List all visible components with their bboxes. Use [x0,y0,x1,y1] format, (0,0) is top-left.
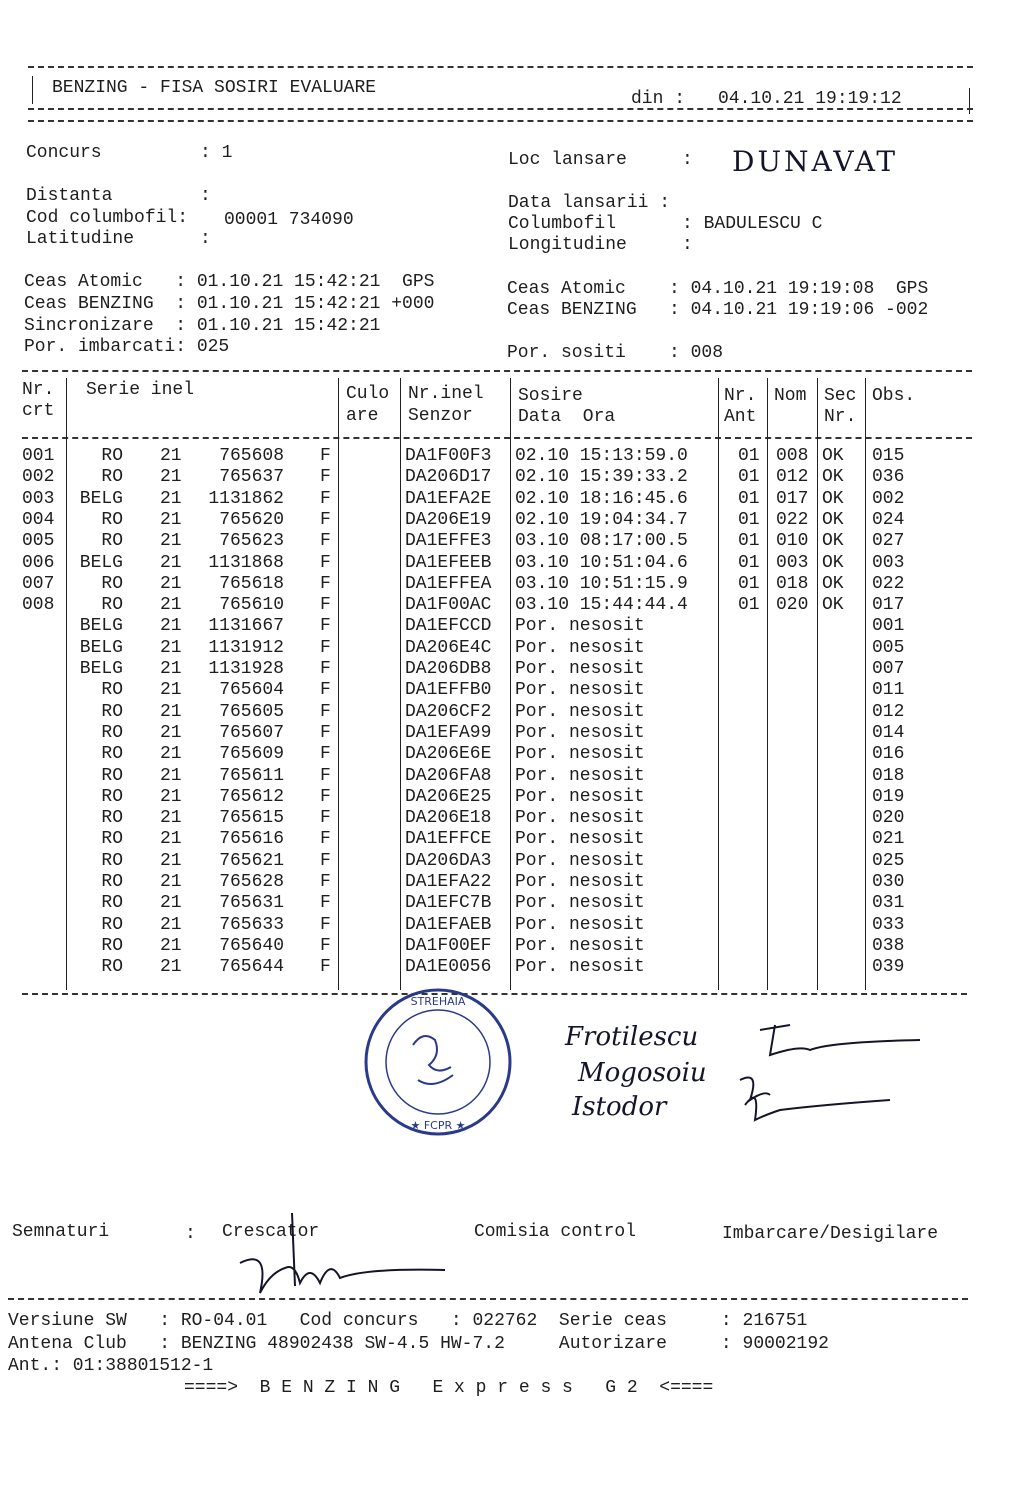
table-row [0,787,1024,808]
cell-sec: OK [822,552,844,573]
cell-sex: F [320,744,331,765]
cell-sec: OK [822,446,844,466]
cell-arrival: 03.10 15:44:44.4 [515,595,688,616]
cell-country: RO [101,701,123,722]
cell-year: 21 [160,595,182,616]
cell-country: RO [101,680,123,701]
cell-year: 21 [160,659,182,679]
crescator-signature [220,1208,460,1298]
table-row [0,616,1024,637]
th-serie-inel: Serie inel [86,380,195,400]
por-sositi: Por. sositi : 008 [507,343,724,363]
cell-sex: F [320,935,331,956]
th-nr-ant: Nr. [724,386,757,406]
cell-country: RO [101,446,123,466]
din-value: 04.10.21 19:19:12 [718,89,902,109]
cell-sensor: DA1E0056 [405,957,492,978]
cell-sex: F [320,467,331,488]
cell-year: 21 [160,744,182,765]
cell-sex: F [320,829,331,850]
cell-country: BELG [79,616,123,637]
cell-sensor: DA206E6E [405,744,492,765]
cell-sensor: DA1EFAEB [405,914,492,935]
table-row [0,595,1024,616]
cell-sensor: DA206E18 [405,808,492,829]
commission-signature-2: Mogosoiu [578,1058,707,1088]
cod-columbofil-value: 00001 734090 [224,210,354,230]
table-row [0,489,1024,510]
cell-ring-number: 1131928 [208,659,284,679]
cell-arrival: 02.10 19:04:34.7 [515,509,688,530]
commission-signature-3: Istodor [572,1092,667,1122]
cell-year: 21 [160,680,182,701]
cell-arrival: 03.10 10:51:15.9 [515,573,688,594]
cell-country: RO [101,829,123,850]
cell-sec: OK [822,595,844,616]
cell-year: 21 [160,446,182,466]
cell-sex: F [320,531,331,552]
cell-arrival: Por. nesosit [515,701,645,722]
th-senzor: Senzor [408,406,473,426]
th-culoare-2: are [346,406,379,426]
cell-arrival: Por. nesosit [515,659,645,679]
cell-ring-number: 765640 [219,935,284,956]
cell-sensor: DA1EFCCD [405,616,492,637]
concurs-value: : 1 [200,143,233,163]
cell-ring-number: 765611 [219,765,284,786]
ceas-benzing-start: Ceas BENZING : 01.10.21 15:42:21 +000 [24,294,435,314]
footer-ant: Ant.: 01:38801512-1 [8,1356,214,1376]
table-row [0,744,1024,765]
cell-arrival: Por. nesosit [515,872,645,892]
cell-sex: F [320,680,331,701]
cell-country: RO [101,531,123,552]
cell-obs: 038 [872,935,905,956]
cell-ring-number: 765621 [219,850,284,871]
cell-arrival: 02.10 18:16:45.6 [515,488,688,509]
cell-ring-number: 765644 [219,957,284,978]
cell-sensor: DA206DB8 [405,659,492,679]
cell-obs: 005 [872,637,905,658]
th-ant: Ant [724,407,757,427]
table-row [0,723,1024,744]
cell-sensor: DA1F00EF [405,935,492,956]
cell-obs: 019 [872,786,905,807]
cell-year: 21 [160,786,182,807]
table-row [0,680,1024,701]
cell-obs: 012 [872,701,905,722]
cell-sec: OK [822,488,844,509]
cell-obs: 002 [872,488,905,509]
cell-year: 21 [160,637,182,658]
cell-sensor: DA1EFFB0 [405,680,492,701]
cell-sec: OK [822,573,844,594]
cell-obs: 007 [872,659,905,679]
cell-sex: F [320,893,331,914]
cell-ring-number: 765605 [219,701,284,722]
th-obs: Obs. [872,386,916,406]
cell-country: RO [101,808,123,829]
sincronizare: Sincronizare : 01.10.21 15:42:21 [24,316,381,336]
cell-year: 21 [160,573,182,594]
svg-text:STREHAIA: STREHAIA [410,995,466,1008]
cell-country: BELG [79,552,123,573]
cell-country: RO [101,765,123,786]
svg-text:★ FCPR ★: ★ FCPR ★ [410,1119,466,1132]
cell-obs: 031 [872,893,905,914]
cell-nr-crt: 004 [22,509,55,530]
ceas-atomic-end: Ceas Atomic : 04.10.21 19:19:08 GPS [507,279,929,299]
header-right-bar [969,88,970,114]
th-data-ora: Data Ora [518,407,616,427]
table-row [0,659,1024,680]
cell-year: 21 [160,701,182,722]
cell-nom: 020 [776,595,809,616]
cell-sensor: DA1EFFCE [405,829,492,850]
table-row [0,915,1024,936]
cell-sec: OK [822,467,844,488]
cell-country: BELG [79,659,123,679]
cell-ring-number: 1131862 [208,488,284,509]
cell-nr-crt: 005 [22,531,55,552]
cell-sec: OK [822,509,844,530]
table-row [0,702,1024,723]
cell-country: RO [101,935,123,956]
table-row [0,829,1024,850]
cell-sensor: DA1F00F3 [405,446,492,466]
cell-year: 21 [160,829,182,850]
cell-obs: 036 [872,467,905,488]
cell-sex: F [320,573,331,594]
cell-arrival: Por. nesosit [515,637,645,658]
club-stamp [358,985,518,1140]
commission-signature-1: Frotilescu [565,1022,699,1052]
cell-nom: 012 [776,467,809,488]
cell-ring-number: 765620 [219,509,284,530]
cell-sensor: DA1EFA22 [405,872,492,892]
cell-obs: 014 [872,722,905,743]
th-nr-inel: Nr.inel [408,384,484,404]
cell-nom: 017 [776,488,809,509]
loc-lansare-sep: : [682,150,693,170]
cell-country: RO [101,722,123,743]
cell-sensor: DA1EFEEB [405,552,492,573]
distanta-value: : [200,186,211,206]
cell-arrival: Por. nesosit [515,744,645,765]
th-culoare: Culo [346,384,390,404]
cell-sex: F [320,616,331,637]
cell-country: RO [101,893,123,914]
cell-arrival: Por. nesosit [515,893,645,914]
cell-ring-number: 765623 [219,531,284,552]
latitudine-label: Latitudine [26,229,135,249]
cell-arrival: Por. nesosit [515,829,645,850]
cell-nom: 003 [776,552,809,573]
cell-nr-crt: 008 [22,595,55,616]
cell-sensor: DA1EFFE3 [405,531,492,552]
cell-country: RO [101,786,123,807]
cell-sensor: DA206FA8 [405,765,492,786]
cell-sex: F [320,786,331,807]
cell-sex: F [320,872,331,892]
table-row [0,808,1024,829]
cell-ring-number: 1131667 [208,616,284,637]
concurs-label: Concurs [26,143,102,163]
cell-year: 21 [160,467,182,488]
table-row [0,936,1024,957]
cell-ring-number: 765618 [219,573,284,594]
th-sec: Sec [824,386,857,406]
table-row [0,510,1024,531]
header-left-bar [32,76,33,104]
comisia-control-label: Comisia control [474,1222,637,1242]
table-row [0,766,1024,787]
cell-nr-crt: 006 [22,552,55,573]
cell-arrival: Por. nesosit [515,850,645,871]
cell-country: RO [101,957,123,978]
longitudine-label: Longitudine [508,235,627,255]
cell-arrival: 02.10 15:13:59.0 [515,446,688,466]
cell-sex: F [320,914,331,935]
table-row [0,467,1024,488]
semnaturi-label: Semnaturi [12,1222,110,1242]
table-row [0,574,1024,595]
cell-sex: F [320,808,331,829]
cell-ring-number: 1131868 [208,552,284,573]
loc-lansare-handwritten: DUNAVAT [732,145,899,178]
cell-arrival: 02.10 15:39:33.2 [515,467,688,488]
cell-nr-crt: 007 [22,573,55,594]
table-row [0,872,1024,893]
table-row [0,553,1024,574]
cell-sensor: DA1EFC7B [405,893,492,914]
cell-obs: 020 [872,808,905,829]
cell-year: 21 [160,914,182,935]
cell-sec: OK [822,531,844,552]
cell-ring-number: 765628 [219,872,284,892]
cell-ant: 01 [738,446,760,466]
footer-antena: Antena Club : BENZING 48902438 SW-4.5 HW-7.2 Autorizare : 90002192 [8,1334,829,1354]
footer-versiune: Versiune SW : RO-04.01 Cod concurs : 022762 Serie ceas : 216751 [8,1311,808,1331]
cell-ring-number: 765615 [219,808,284,829]
cell-ring-number: 765637 [219,467,284,488]
cell-year: 21 [160,872,182,892]
cell-year: 21 [160,808,182,829]
cell-country: RO [101,467,123,488]
cell-year: 21 [160,893,182,914]
cell-ring-number: 765610 [219,595,284,616]
cell-ring-number: 765612 [219,786,284,807]
cell-country: RO [101,744,123,765]
cell-arrival: Por. nesosit [515,808,645,829]
cell-sex: F [320,509,331,530]
cell-ant: 01 [738,552,760,573]
cell-arrival: Por. nesosit [515,957,645,978]
cell-ant: 01 [738,488,760,509]
cell-country: RO [101,914,123,935]
cell-year: 21 [160,488,182,509]
cell-arrival: Por. nesosit [515,765,645,786]
cell-sex: F [320,595,331,616]
cell-obs: 017 [872,595,905,616]
crescator-label: Crescator [222,1222,320,1242]
cell-obs: 022 [872,573,905,594]
header-top-rule [28,66,973,68]
cell-sensor: DA206D17 [405,467,492,488]
cell-sex: F [320,488,331,509]
ceas-atomic-start: Ceas Atomic : 01.10.21 15:42:21 GPS [24,272,435,292]
longitudine-value: : [682,235,693,255]
cod-columbofil-label: Cod columbofil: [26,208,189,228]
cell-ring-number: 765609 [219,744,284,765]
cell-sensor: DA206E19 [405,509,492,530]
cell-nom: 010 [776,531,809,552]
table-row [0,893,1024,914]
distanta-label: Distanta [26,186,113,206]
cell-obs: 018 [872,765,905,786]
cell-obs: 021 [872,829,905,850]
th-nr: Nr. [22,380,55,400]
cell-year: 21 [160,616,182,637]
cell-ring-number: 1131912 [208,637,284,658]
cell-year: 21 [160,850,182,871]
cell-country: RO [101,872,123,892]
cell-sex: F [320,637,331,658]
ceas-benzing-end: Ceas BENZING : 04.10.21 19:19:06 -002 [507,300,929,320]
cell-obs: 025 [872,850,905,871]
cell-year: 21 [160,509,182,530]
cell-arrival: Por. nesosit [515,786,645,807]
cell-arrival: 03.10 08:17:00.5 [515,531,688,552]
cell-year: 21 [160,531,182,552]
cell-arrival: 03.10 10:51:04.6 [515,552,688,573]
table-row [0,531,1024,552]
cell-country: RO [101,850,123,871]
cell-sex: F [320,659,331,679]
th-nom: Nom [774,386,807,406]
cell-obs: 001 [872,616,905,637]
cell-year: 21 [160,722,182,743]
cell-obs: 027 [872,531,905,552]
cell-sex: F [320,701,331,722]
header-bottom-rule [28,120,973,122]
cell-year: 21 [160,765,182,786]
cell-nr-crt: 001 [22,446,55,466]
cell-obs: 024 [872,509,905,530]
cell-ring-number: 765616 [219,829,284,850]
cell-nr-crt: 002 [22,467,55,488]
cell-sensor: DA206E4C [405,637,492,658]
cell-obs: 039 [872,957,905,978]
cell-country: BELG [79,488,123,509]
table-header-rule [22,437,972,439]
cell-ring-number: 765633 [219,914,284,935]
table-row [0,638,1024,659]
latitudine-value: : [200,229,211,249]
cell-sensor: DA206CF2 [405,701,492,722]
cell-arrival: Por. nesosit [515,722,645,743]
cell-ring-number: 765604 [219,680,284,701]
cell-sensor: DA1F00AC [405,595,492,616]
columbofil-label: Columbofil [508,214,617,234]
table-top-rule [22,370,972,372]
th-sosire: Sosire [518,386,583,406]
cell-year: 21 [160,957,182,978]
por-imbarcati: Por. imbarcati: 025 [24,337,230,357]
cell-arrival: Por. nesosit [515,935,645,956]
cell-year: 21 [160,552,182,573]
footer-brand: ====> B E N Z I N G E x p r e s s G 2 <==== [184,1378,714,1398]
semnaturi-sep: : [185,1224,196,1244]
cell-country: BELG [79,637,123,658]
cell-sensor: DA1EFA2E [405,488,492,509]
signature-scribbles [720,1010,950,1130]
cell-obs: 011 [872,680,905,701]
cell-obs: 003 [872,552,905,573]
cell-sex: F [320,446,331,466]
cell-sex: F [320,957,331,978]
cell-arrival: Por. nesosit [515,680,645,701]
columbofil-value: : BADULESCU C [682,214,823,234]
th-sec-nr: Nr. [824,407,857,427]
cell-sex: F [320,552,331,573]
cell-country: RO [101,509,123,530]
table-row [0,957,1024,978]
cell-ant: 01 [738,509,760,530]
cell-obs: 033 [872,914,905,935]
cell-ant: 01 [738,573,760,594]
cell-ant: 01 [738,531,760,552]
cell-sensor: DA206E25 [405,786,492,807]
cell-nom: 008 [776,446,809,466]
cell-nom: 018 [776,573,809,594]
cell-sensor: DA1EFFEA [405,573,492,594]
cell-ant: 01 [738,467,760,488]
cell-nom: 022 [776,509,809,530]
cell-nr-crt: 003 [22,488,55,509]
cell-arrival: Por. nesosit [515,914,645,935]
table-row [0,446,1024,467]
cell-ring-number: 765631 [219,893,284,914]
cell-sex: F [320,850,331,871]
header-mid-rule [28,108,973,110]
cell-sensor: DA1EFA99 [405,722,492,743]
cell-obs: 015 [872,446,905,466]
document-title: BENZING - FISA SOSIRI EVALUARE [52,78,377,98]
din-label: din : [631,89,686,109]
cell-obs: 030 [872,872,905,892]
cell-country: RO [101,595,123,616]
cell-obs: 016 [872,744,905,765]
cell-ant: 01 [738,595,760,616]
th-crt: crt [22,401,55,421]
cell-sensor: DA206DA3 [405,850,492,871]
table-row [0,851,1024,872]
cell-country: RO [101,573,123,594]
cell-ring-number: 765608 [219,446,284,466]
cell-arrival: Por. nesosit [515,616,645,637]
data-lansarii-label: Data lansarii : [508,193,671,213]
footer-rule [8,1298,968,1300]
cell-ring-number: 765607 [219,722,284,743]
loc-lansare-label: Loc lansare [508,150,627,170]
imbarcare-label: Imbarcare/Desigilare [722,1224,939,1244]
cell-sex: F [320,765,331,786]
cell-year: 21 [160,935,182,956]
cell-sex: F [320,722,331,743]
